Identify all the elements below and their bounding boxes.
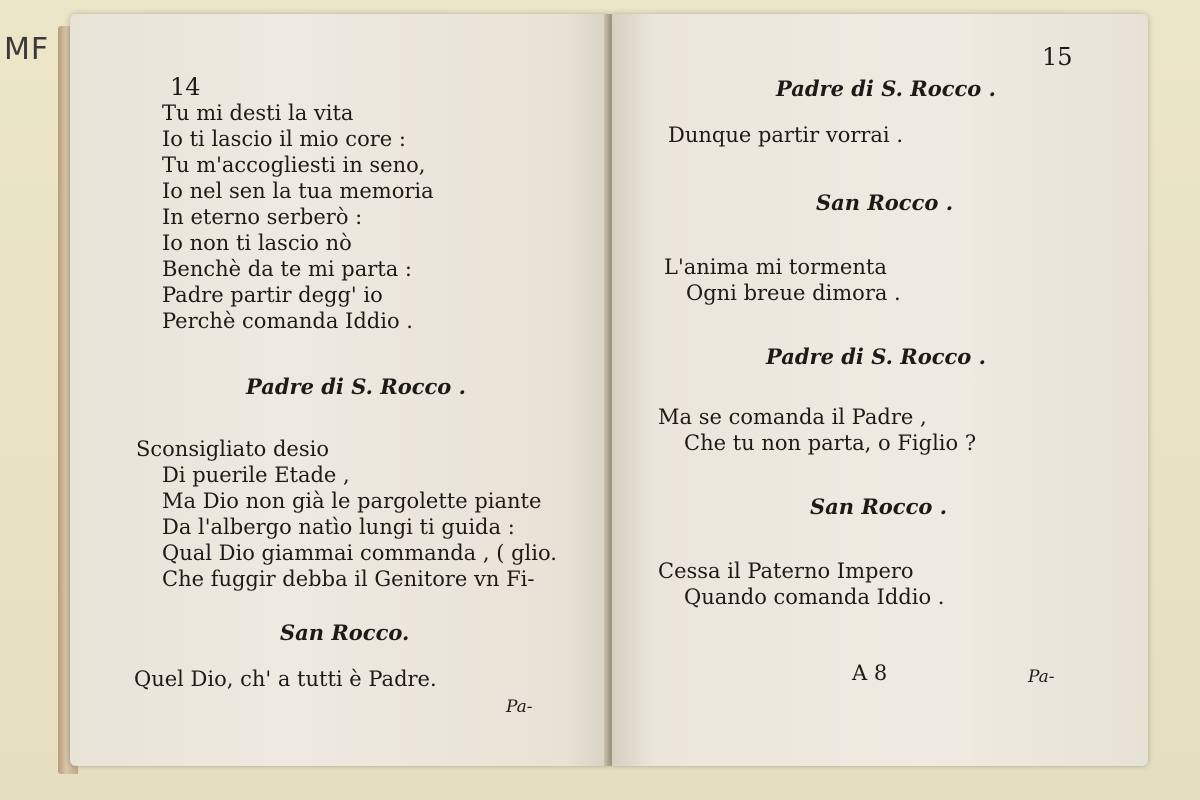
verse-line: Perchè comanda Iddio . <box>162 309 413 333</box>
verse-line: Ma se comanda il Padre , <box>658 405 927 429</box>
verse-line: Dunque partir vorrai . <box>668 123 903 147</box>
speaker-heading: San Rocco . <box>810 494 948 519</box>
left-page <box>70 14 610 766</box>
page-number-right: 15 <box>1042 43 1073 71</box>
speaker-heading: Padre di S. Rocco . <box>766 344 986 369</box>
right-page <box>612 14 1148 766</box>
verse-line: Padre partir degg' io <box>162 283 383 307</box>
verse-line: Ogni breue dimora . <box>686 281 901 305</box>
verse-line: Quel Dio, ch' a tutti è Padre. <box>134 667 437 691</box>
verse-line: Tu mi desti la vita <box>162 101 354 125</box>
verse-line: Cessa il Paterno Impero <box>658 559 914 583</box>
page-number-left: 14 <box>170 73 201 101</box>
margin-note: MF <box>4 32 50 67</box>
verse-line: Che fuggir debba il Genitore vn Fi- <box>162 567 535 591</box>
speaker-heading: San Rocco. <box>280 620 410 645</box>
verse-line: Che tu non parta, o Figlio ? <box>684 431 977 455</box>
verse-line: Sconsigliato desio <box>136 437 329 461</box>
verse-line: Qual Dio giammai commanda , ( glio. <box>162 541 557 565</box>
verse-line: L'anima mi tormenta <box>664 255 887 279</box>
verse-line: Di puerile Etade , <box>162 463 350 487</box>
speaker-heading: Padre di S. Rocco . <box>246 374 466 399</box>
verse-line: Io nel sen la tua memoria <box>162 179 434 203</box>
catchword-right: Pa- <box>1028 667 1055 687</box>
verse-line: Io ti lascio il mio core : <box>162 127 406 151</box>
verse-line: Benchè da te mi parta : <box>162 257 412 281</box>
speaker-heading: Padre di S. Rocco . <box>776 76 996 101</box>
catchword-left: Pa- <box>506 697 533 717</box>
verse-line: Quando comanda Iddio . <box>684 585 945 609</box>
verse-line: Io non ti lascio nò <box>162 231 352 255</box>
verse-line: Tu m'accogliesti in seno, <box>162 153 426 177</box>
verse-line: In eterno serberò : <box>162 205 363 229</box>
signature-mark: A 8 <box>852 661 888 685</box>
verse-line: Ma Dio non già le pargolette piante <box>162 489 542 513</box>
speaker-heading: San Rocco . <box>816 190 954 215</box>
verse-line: Da l'albergo natìo lungi ti guida : <box>162 515 515 539</box>
